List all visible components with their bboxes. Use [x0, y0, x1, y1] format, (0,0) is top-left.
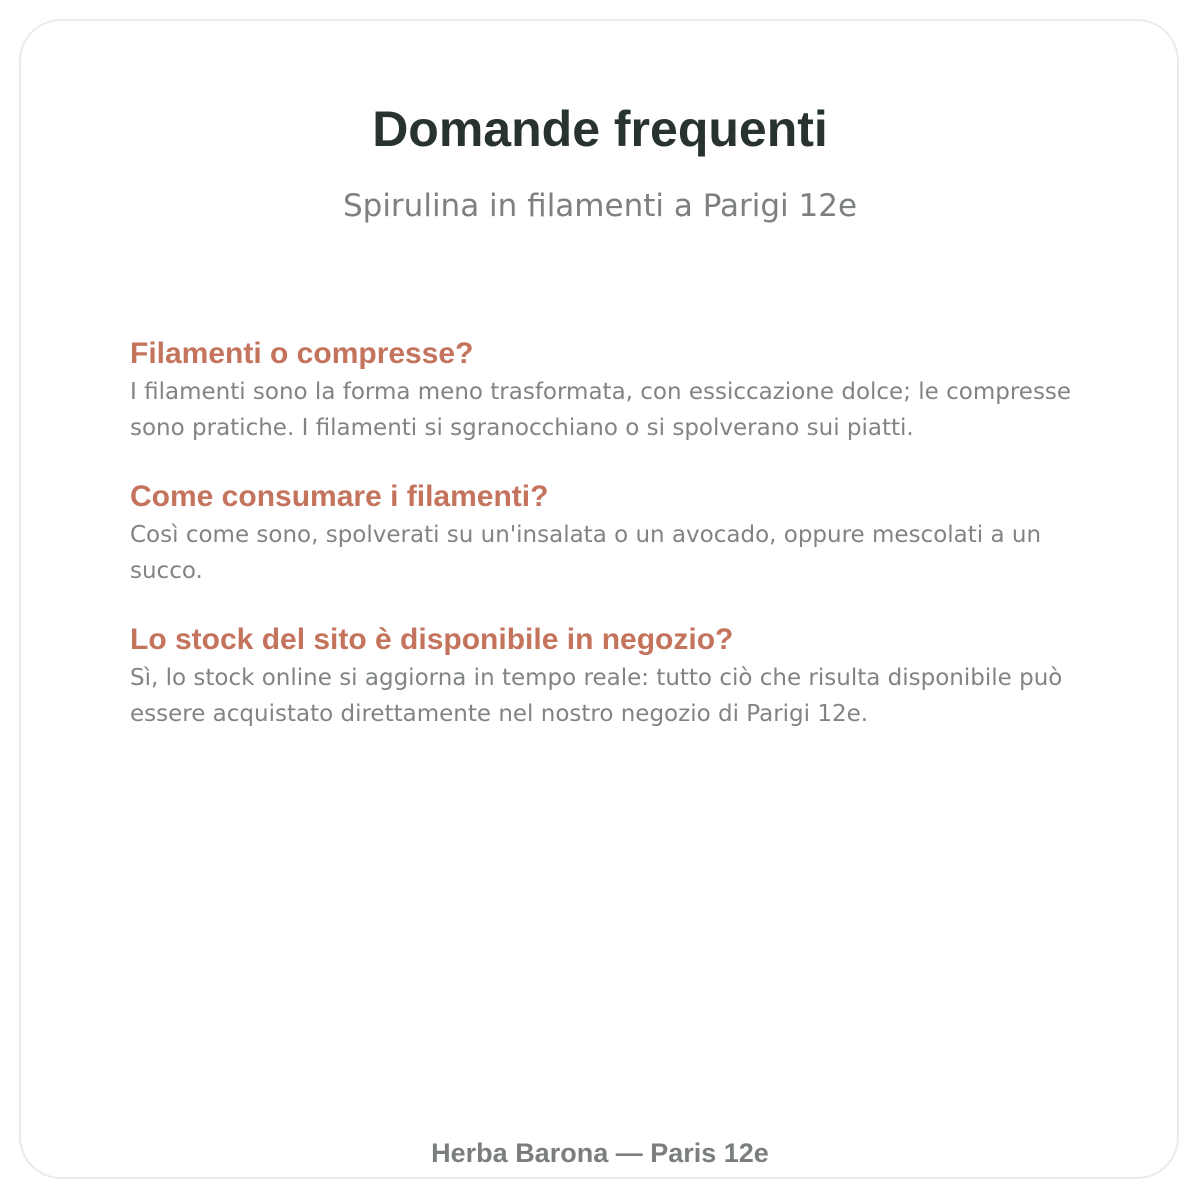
faq-item [130, 477, 1120, 589]
faq-question: Come consumare i filamenti? [130, 480, 549, 513]
faq-question: Lo stock del sito è disponibile in negozio? [130, 623, 734, 656]
faq-list [130, 334, 1120, 763]
faq-item [130, 334, 1120, 446]
faq-answer: Così come sono, spolverati su un'insalata o un avocado, oppure mescolati a un succo. [130, 522, 1042, 584]
faq-answer: Sì, lo stock online si aggiorna in tempo reale: tutto ciò che risulta disponibile può essere acquistato direttamente nel nostro negozio di Parigi 12e. [130, 665, 1063, 727]
footer-brand: Herba Barona — Paris 12e [431, 1138, 769, 1168]
page-title: Domande frequenti [372, 101, 828, 157]
faq-item [130, 620, 1120, 732]
faq-question: Filamenti o compresse? [130, 337, 474, 370]
faq-answer: I filamenti sono la forma meno trasformata, con essiccazione dolce; le compresse sono pratiche. I filamenti si sgranocchiano o si spolverano sui piatti. [130, 379, 1072, 441]
page-subtitle: Spirulina in filamenti a Parigi 12e [342, 188, 858, 224]
